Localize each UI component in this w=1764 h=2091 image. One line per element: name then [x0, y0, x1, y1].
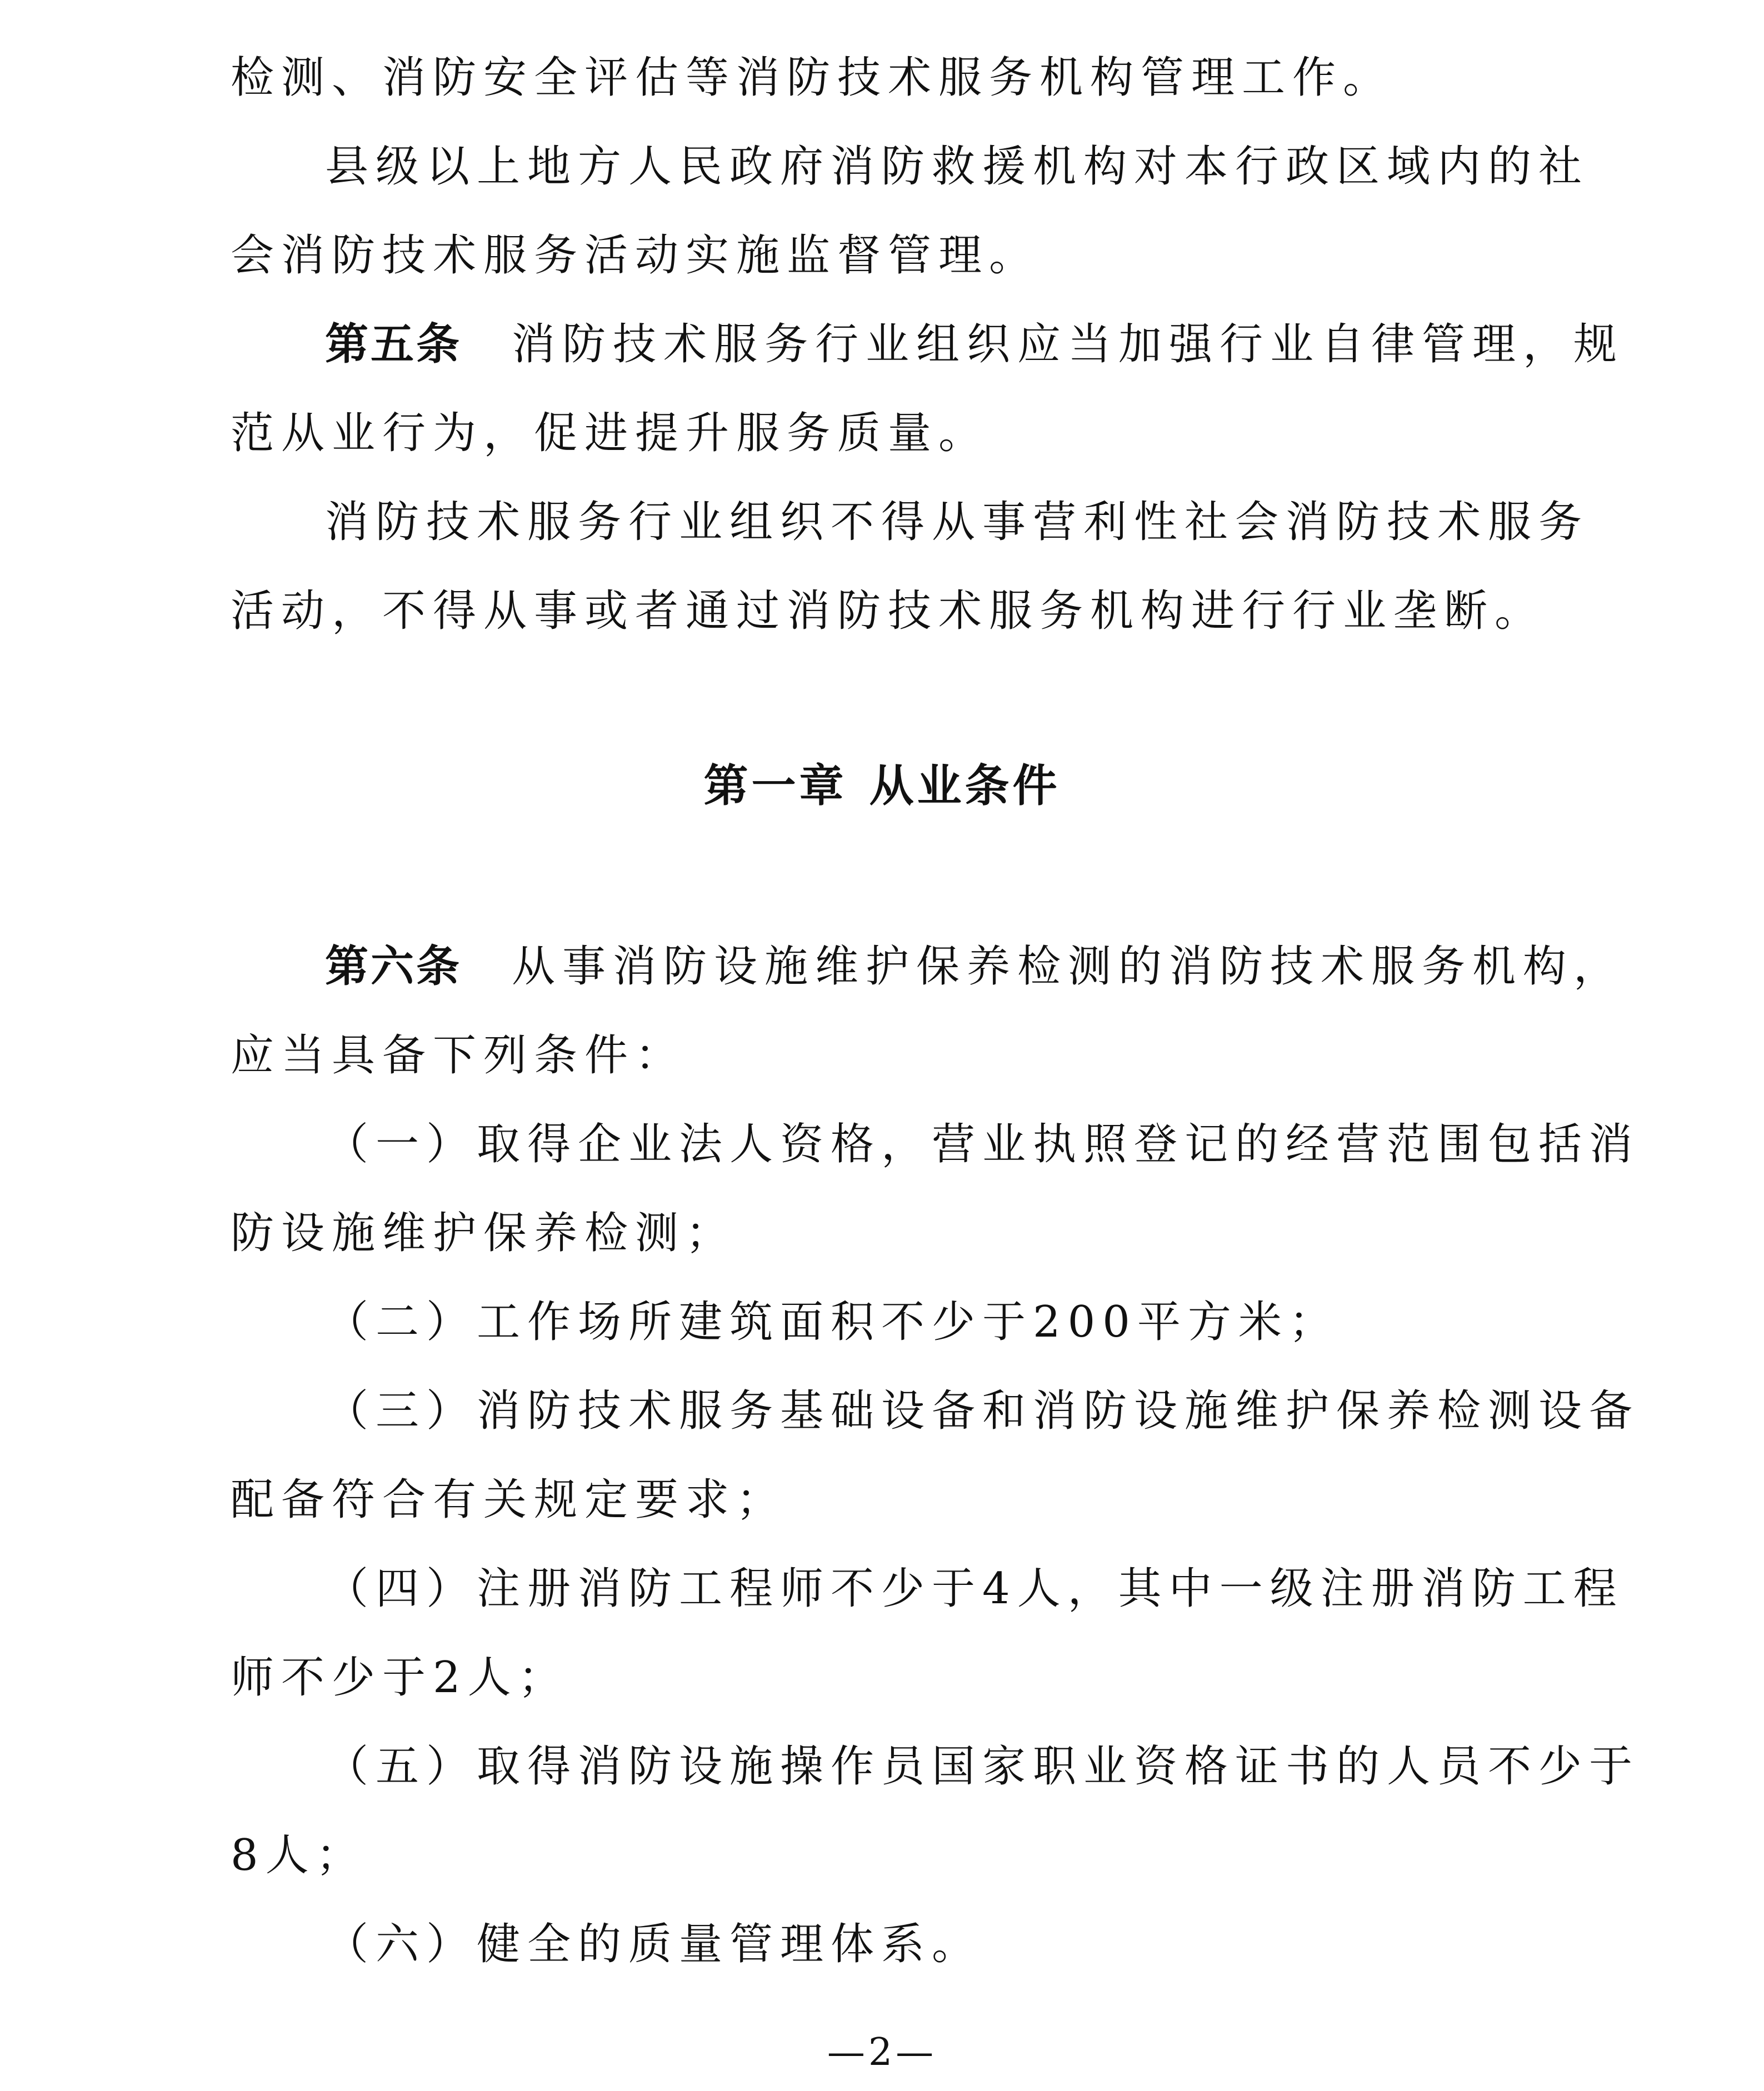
list-item-line: 8人；: [231, 1830, 367, 1880]
page-number: —2—: [827, 2030, 937, 2074]
list-item-line: （三）消防技术服务基础设备和消防设施维护保养检测设备: [325, 1386, 1640, 1436]
paragraph-line: 检测、消防安全评估等消防技术服务机构管理工作。: [231, 53, 1394, 103]
list-item-line: （五）取得消防设施操作员国家职业资格证书的人员不少于: [325, 1742, 1640, 1792]
paragraph-line: 活动，不得从事或者通过消防技术服务机构进行行业垄断。: [231, 586, 1546, 636]
paragraph-line: 消防技术服务行业组织不得从事营利性社会消防技术服务: [325, 497, 1590, 547]
paragraph-line: 县级以上地方人民政府消防救援机构对本行政区域内的社: [325, 142, 1590, 192]
list-item-line: 防设施维护保养检测；: [231, 1208, 737, 1258]
chapter-title: 从业条件: [869, 760, 1061, 812]
article-5-label: 第五条: [325, 319, 462, 369]
paragraph-line: 范从业行为，促进提升服务质量。: [231, 408, 990, 458]
article-6-text: 从事消防设施维护保养检测的消防技术服务机构，: [512, 942, 1625, 992]
article-6-line-1: [325, 933, 1625, 1000]
list-item-line: 师不少于2人；: [231, 1653, 569, 1703]
list-item-line: （四）注册消防工程师不少于4人，其中一级注册消防工程: [325, 1564, 1624, 1614]
list-item-line: （六）健全的质量管理体系。: [325, 1919, 983, 1969]
paragraph-line: 会消防技术服务活动实施监督管理。: [231, 231, 1040, 281]
list-item-line: 配备符合有关规定要求；: [231, 1475, 787, 1525]
article-6-label: 第六条: [325, 942, 462, 992]
article-5-text: 消防技术服务行业组织应当加强行业自律管理，规: [512, 319, 1625, 369]
list-item-line: （一）取得企业法人资格，营业执照登记的经营范围包括消: [325, 1119, 1640, 1169]
article-5-line-1: [325, 311, 1625, 378]
chapter-heading: [0, 753, 1764, 819]
paragraph-line: 应当具备下列条件：: [231, 1031, 686, 1080]
chapter-number: 第一章: [703, 760, 847, 812]
list-item-line: （二）工作场所建筑面积不少于200平方米；: [325, 1297, 1340, 1347]
